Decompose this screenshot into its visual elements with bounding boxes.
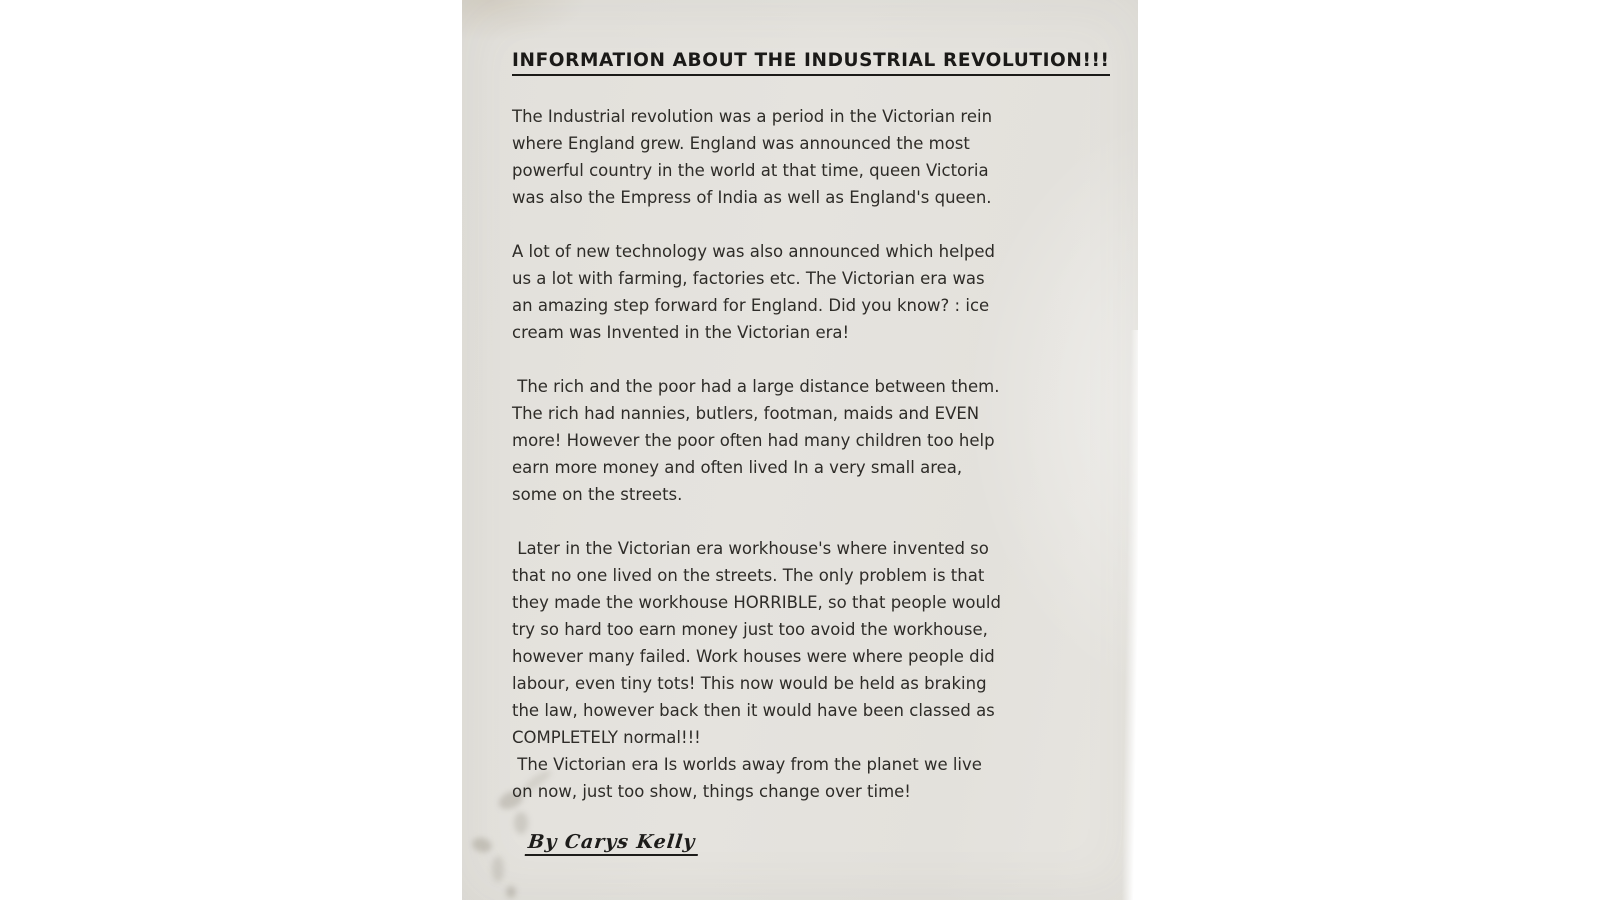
- paragraph: [512, 373, 1094, 508]
- text-line: earn more money and often lived In a very small area,: [512, 458, 963, 477]
- text-line: where England grew. England was announced the most: [512, 134, 970, 153]
- paper-photo: [462, 0, 1138, 900]
- text-line: more! However the poor often had many children too help: [512, 431, 995, 450]
- text-line: The rich had nannies, butlers, footman, maids and EVEN: [512, 404, 980, 423]
- text-line: Later in the Victorian era workhouse's where invented so: [512, 539, 989, 558]
- text-line: A lot of new technology was also announced which helped: [512, 242, 995, 261]
- paper-smudge: [492, 856, 504, 882]
- text-line: The Victorian era Is worlds away from the planet we live: [512, 755, 982, 774]
- paper-smudge: [506, 886, 516, 898]
- text-line: COMPLETELY normal!!!: [512, 728, 701, 747]
- text-line: powerful country in the world at that time, queen Victoria: [512, 161, 989, 180]
- paragraph: [512, 535, 1094, 751]
- text-line: an amazing step forward for England. Did you know? : ice: [512, 296, 990, 315]
- author-signature: By Carys Kelly: [525, 831, 701, 856]
- document-title: INFORMATION ABOUT THE INDUSTRIAL REVOLUTION!!!: [512, 50, 1110, 76]
- text-line: The Industrial revolution was a period in the Victorian rein: [512, 107, 993, 126]
- text-line: that no one lived on the streets. The only problem is that: [512, 566, 985, 585]
- text-line: try so hard too earn money just too avoid the workhouse,: [512, 620, 988, 639]
- text-line: The rich and the poor had a large distance between them.: [512, 377, 1000, 396]
- text-line: however many failed. Work houses were where people did: [512, 647, 995, 666]
- text-line: cream was Invented in the Victorian era!: [512, 323, 850, 342]
- paragraph: [512, 103, 1094, 211]
- text-line: they made the workhouse HORRIBLE, so that people would: [512, 593, 1001, 612]
- paragraphs: [512, 103, 1094, 805]
- paragraph: [512, 751, 1094, 805]
- text-line: the law, however back then it would have been classed as: [512, 701, 995, 720]
- text-line: on now, just too show, things change over time!: [512, 782, 911, 801]
- text-line: was also the Empress of India as well as England's queen.: [512, 188, 992, 207]
- text-line: some on the streets.: [512, 485, 683, 504]
- text-line: us a lot with farming, factories etc. The Victorian era was: [512, 269, 985, 288]
- text-line: labour, even tiny tots! This now would be held as braking: [512, 674, 987, 693]
- document-content: [462, 0, 1138, 856]
- paragraph: [512, 238, 1094, 346]
